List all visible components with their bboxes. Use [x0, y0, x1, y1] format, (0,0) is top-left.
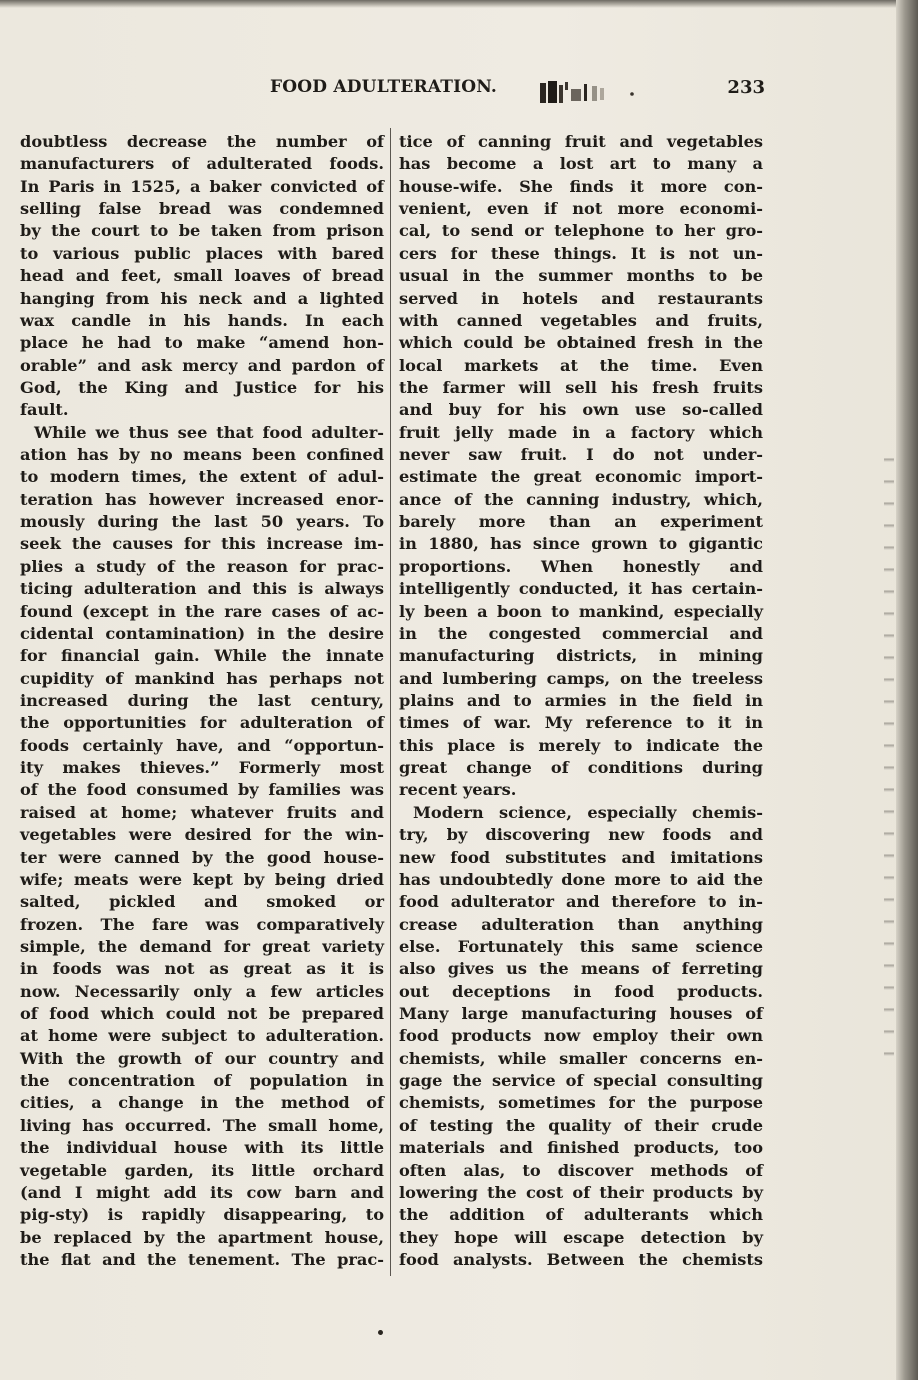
right-column-line: also gives us the means of ferreting [399, 959, 763, 979]
right-column-line: cal, to send or telephone to her gro- [399, 221, 763, 241]
right-column-line: and buy for his own use so-called [399, 400, 763, 420]
right-column-line: else. Fortunately this same science [399, 936, 763, 956]
left-column-line: cupidity of mankind has perhaps not [20, 668, 384, 688]
left-column-line: (and I might add its cow barn and [20, 1182, 384, 1202]
adjacent-page-marks [884, 440, 894, 1060]
right-column-line: try, by discovering new foods and [399, 825, 763, 845]
right-column-line: this place is merely to indicate the [399, 735, 763, 755]
right-column-line: the addition of adulterants which [399, 1205, 763, 1225]
right-column-line: in 1880, has since grown to gigantic [399, 534, 763, 554]
left-column-line: the concentration of population in [20, 1071, 384, 1091]
right-column-line: in the congested commercial and [399, 623, 763, 643]
page-number: 233 [727, 77, 765, 98]
left-column-line: ity makes thieves.” Formerly most [20, 758, 384, 778]
right-column-line: out deceptions in food products. [399, 981, 763, 1001]
left-column-line: at home were subject to adulteration. [20, 1026, 384, 1046]
right-column-line: has undoubtedly done more to aid the [399, 869, 763, 889]
left-column-line: increased during the last century, [20, 690, 384, 710]
right-column-line: times of war. My reference to it in [399, 713, 763, 733]
left-column-line: While we thus see that food adulter- [34, 422, 384, 442]
right-column-line: of testing the quality of their crude [399, 1115, 763, 1135]
right-column-line: barely more than an experiment [399, 512, 763, 532]
right-column-line: fruit jelly made in a factory which [399, 422, 763, 442]
column-divider [390, 128, 391, 1276]
left-column-line: teration has however increased enor- [20, 489, 384, 509]
left-column-line: be replaced by the apartment house, [20, 1227, 384, 1247]
right-column-line: often alas, to discover methods of [399, 1160, 763, 1180]
left-column-line: raised at home; whatever fruits and [20, 802, 384, 822]
left-column-line: now. Necessarily only a few articles [20, 981, 384, 1001]
right-column-line: ly been a boon to mankind, especially [399, 601, 763, 621]
right-column-line: venient, even if not more economi- [399, 199, 763, 219]
left-column-line: frozen. The fare was comparatively [20, 914, 384, 934]
right-column-line: new food substitutes and imitations [399, 847, 763, 867]
right-column-line: served in hotels and restaurants [399, 288, 763, 308]
right-column-line: cers for these things. It is not un- [399, 243, 763, 263]
left-column-line: wife; meats were kept by being dried [20, 869, 384, 889]
right-column-line: has become a lost art to many a [399, 154, 763, 174]
left-column-line: the opportunities for adulteration of [20, 713, 384, 733]
right-column-line: and lumbering camps, on the treeless [399, 668, 763, 688]
right-column-line: Modern science, especially chemis- [413, 802, 763, 822]
left-column-line: the individual house with its little [20, 1138, 384, 1158]
left-column-line: orable” and ask mercy and pardon of [20, 355, 384, 375]
right-column-line: great change of conditions during [399, 758, 763, 778]
left-column-line: selling false bread was condemned [20, 199, 384, 219]
right-column-line: manufacturing districts, in mining [399, 646, 763, 666]
page-top-edge [0, 0, 918, 8]
right-column-line: proportions. When honestly and [399, 556, 763, 576]
left-column-line: God, the King and Justice for his [20, 377, 384, 397]
left-column-line: living has occurred. The small home, [20, 1115, 384, 1135]
left-column-line: plies a study of the reason for prac- [20, 556, 384, 576]
left-column-line: ticing adulteration and this is always [20, 579, 384, 599]
left-column-line: ter were canned by the good house- [20, 847, 384, 867]
right-column-line: gage the service of special consulting [399, 1071, 763, 1091]
left-column-line: With the growth of our country and [20, 1048, 384, 1068]
right-column-line: house-wife. She finds it more con- [399, 176, 763, 196]
left-column-line: cities, a change in the method of [20, 1093, 384, 1113]
left-column-line: mously during the last 50 years. To [20, 512, 384, 532]
right-column-line: which could be obtained fresh in the [399, 333, 763, 353]
page-binding-edge [896, 0, 918, 1380]
left-column-line: by the court to be taken from prison [20, 221, 384, 241]
right-column-line: food adulterator and therefore to in- [399, 892, 763, 912]
right-text-column [399, 131, 763, 1271]
right-column-line: local markets at the time. Even [399, 355, 763, 375]
page-header [20, 77, 765, 107]
left-column-line: simple, the demand for great variety [20, 936, 384, 956]
left-column-line: manufacturers of adulterated foods. [20, 154, 384, 174]
right-column-line: they hope will escape detection by [399, 1227, 763, 1247]
left-column-line: for financial gain. While the innate [20, 646, 384, 666]
left-column-line: head and feet, small loaves of bread [20, 266, 384, 286]
right-column-line: chemists, sometimes for the purpose [399, 1093, 763, 1113]
right-column-line: food analysts. Between the chemists [399, 1249, 763, 1269]
right-column-line: usual in the summer months to be [399, 266, 763, 286]
left-column-line: pig-sty) is rapidly disappearing, to [20, 1205, 384, 1225]
left-column-line: vegetable garden, its little orchard [20, 1160, 384, 1180]
left-column-line: of the food consumed by families was [20, 780, 384, 800]
right-column-line: with canned vegetables and fruits, [399, 310, 763, 330]
right-column-line: lowering the cost of their products by [399, 1182, 763, 1202]
right-column-line: materials and finished products, too [399, 1138, 763, 1158]
right-column-line: food products now employ their own [399, 1026, 763, 1046]
left-column-line: doubtless decrease the number of [20, 132, 384, 151]
right-column-line: plains and to armies in the field in [399, 690, 763, 710]
left-column-line: fault. [20, 400, 69, 420]
right-column-line: never saw fruit. I do not under- [399, 445, 763, 465]
running-head: FOOD ADULTERATION. [270, 77, 498, 97]
left-column-line: to various public places with bared [20, 243, 384, 263]
left-column-line: found (except in the rare cases of ac- [20, 601, 384, 621]
right-column-line: tice of canning fruit and vegetables [399, 132, 763, 151]
left-column-line: salted, pickled and smoked or [20, 892, 384, 912]
left-column-line: wax candle in his hands. In each [20, 310, 384, 330]
right-column-line: estimate the great economic import- [399, 467, 763, 487]
right-column-line: Many large manufacturing houses of [399, 1004, 763, 1024]
left-column-line: vegetables were desired for the win- [20, 825, 384, 845]
right-column-line: intelligently conducted, it has certain- [399, 579, 763, 599]
ink-smudge-mark [538, 79, 642, 105]
left-column-line: cidental contamination) in the desire [20, 623, 384, 643]
left-column-line: place he had to make “amend hon- [20, 333, 384, 353]
right-column-line: recent years. [399, 780, 517, 800]
left-column-line: foods certainly have, and “opportun- [20, 735, 384, 755]
right-column-line: the farmer will sell his fresh fruits [399, 377, 763, 397]
left-column-line: In Paris in 1525, a baker convicted of [20, 176, 384, 196]
right-column-line: ance of the canning industry, which, [399, 489, 763, 509]
right-column-line: crease adulteration than anything [399, 914, 763, 934]
left-column-line: of food which could not be prepared [20, 1004, 384, 1024]
footer-dot-mark [378, 1330, 383, 1335]
left-column-line: to modern times, the extent of adul- [20, 467, 384, 487]
left-column-line: in foods was not as great as it is [20, 959, 384, 979]
left-text-column [20, 131, 384, 1271]
left-column-line: the flat and the tenement. The prac- [20, 1249, 384, 1269]
left-column-line: hanging from his neck and a lighted [20, 288, 384, 308]
left-column-line: seek the causes for this increase im- [20, 534, 384, 554]
left-column-line: ation has by no means been confined [20, 445, 384, 465]
right-column-line: chemists, while smaller concerns en- [399, 1048, 763, 1068]
